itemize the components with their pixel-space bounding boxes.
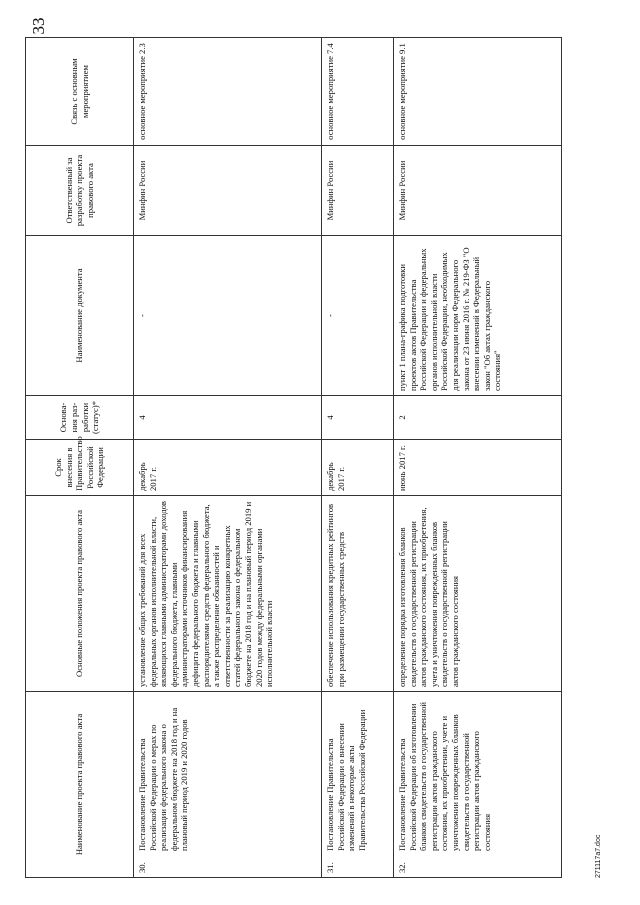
cell-responsible: Минфин России [322, 146, 394, 236]
header-name: Наименование проекта правового акта [26, 692, 134, 878]
table-row [134, 38, 322, 878]
cell-responsible: Минфин России [394, 146, 562, 236]
act-name: Постановление Правительства Российской Федерации об изготовлении бланков свидетельств о государственной регистрации актов гражданского состояния, их приобретении, учете и уничтожении поврежденных бланков свидетельств о государственной регистрации актов гражданского состояния [397, 701, 492, 851]
rotated-page [25, 17, 615, 878]
header-deadline: Срок внесения в Правительство Российской Федерации [26, 440, 134, 496]
header-link: Связь с основным мероприятием [26, 38, 134, 146]
table-row [394, 38, 562, 878]
cell-link: основное мероприятие 2.3 [134, 38, 322, 146]
row-number: 31. [325, 862, 335, 873]
header-provisions: Основные положения проекта правового акта [26, 496, 134, 692]
row-number: 30. [137, 862, 147, 873]
cell-responsible: Минфин России [134, 146, 322, 236]
cell-provisions: определение порядка изготовления бланков свидетельств о государственной регистрации актов гражданского состояния, их приобретения, учета и уничтожения поврежденных бланков свидетельств о государственной регистрации актов гражданского состояния [394, 496, 562, 692]
cell-deadline: декабрь 2017 г. [134, 440, 322, 496]
cell-basis: 4 [134, 396, 322, 440]
cell-deadline: июнь 2017 г. [394, 440, 562, 496]
page-number: 33 [29, 17, 48, 35]
cell-deadline: декабрь 2017 г. [322, 440, 394, 496]
cell-link: основное мероприятие 7.4 [322, 38, 394, 146]
table-row [322, 38, 394, 878]
cell-name [394, 692, 562, 878]
cell-document: - [322, 236, 394, 396]
cell-provisions: установление общих требований для всех федеральных органов исполнительной власти, являющихся главными администраторами доходов федерального бюджета, главными администраторами источников финансирования дефицита федерального бюджета и главными распорядителями средств федерального бюджета, а также распределение обязанностей и ответственности за реализацию конкретных статей федерального закона о федеральном бюджете на 2018 год и на плановый период 2019 и 2020 годов между федеральными органами исполнительной власти [134, 496, 322, 692]
cell-document: - [134, 236, 322, 396]
table-header-row [26, 38, 134, 878]
cell-name [322, 692, 394, 878]
cell-document: пункт 1 плана-графика подготовки проектов актов Правительства Российской Федерации и федеральных органов исполнительной власти Российской Федерации, необходимых для реализации норм Федерального закона от 23 июня 2016 г. № 219-ФЗ "О внесении изменений в Федеральный закон "Об актах гражданского состояния" [394, 236, 562, 396]
cell-link: основное мероприятие 9.1 [394, 38, 562, 146]
act-name: Постановление Правительства Российской Федерации о мерах по реализации федерального закона о федеральном бюджете на 2018 год и на плановый период 2019 и 2020 годов [137, 707, 190, 851]
row-number: 32. [397, 862, 407, 873]
cell-basis: 4 [322, 396, 394, 440]
act-name: Постановление Правительства Российской Федерации о внесении изменений в некоторые акты Правительства Российской Федерации [325, 709, 367, 851]
footer-file-code: 271117a7.doc [595, 834, 602, 878]
cell-name [134, 692, 322, 878]
legal-acts-table [25, 37, 562, 878]
header-responsible: Ответственный за разработку проекта правового акта [26, 146, 134, 236]
cell-provisions: обеспечение использования кредитных рейтингов при размещении государственных средств [322, 496, 394, 692]
header-document: Наименование документа [26, 236, 134, 396]
cell-basis: 2 [394, 396, 562, 440]
header-basis: Основа-ния раз-работки (статус)* [26, 396, 134, 440]
